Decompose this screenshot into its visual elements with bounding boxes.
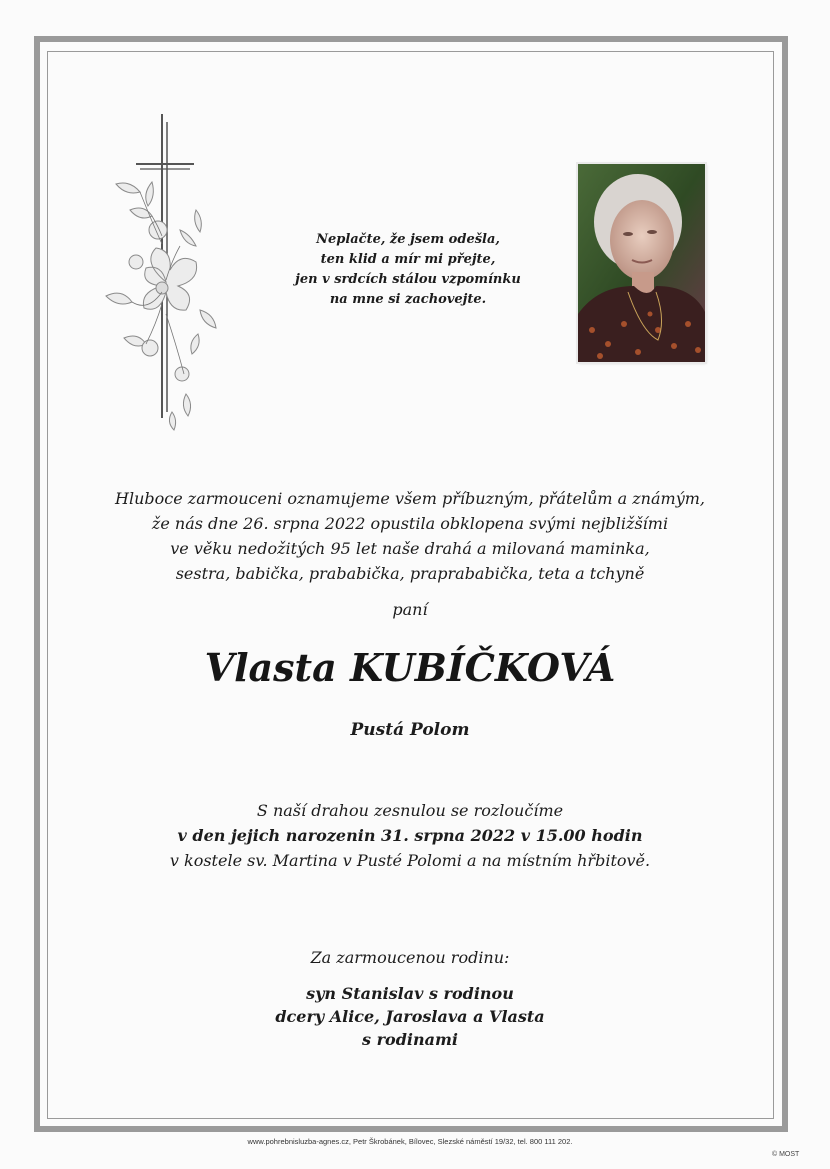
poem-line: ten klid a mír mi přejte, <box>320 252 496 267</box>
portrait-photo <box>578 164 705 362</box>
announcement-line: ve věku nedožitých 95 let naše drahá a milovaná maminka, <box>170 539 650 558</box>
farewell-line: S naší drahou zesnulou se rozloučíme <box>256 801 564 820</box>
copyright-mark: © MOST <box>772 1151 800 1158</box>
family-members <box>60 982 760 1051</box>
honorific: paní <box>392 600 428 619</box>
family-intro: Za zarmoucenou rodinu: <box>310 948 510 967</box>
deceased-name: Vlasta KUBÍČKOVÁ <box>204 645 616 690</box>
poem-line: Neplačte, že jsem odešla, <box>316 232 500 247</box>
family-member-line: dcery Alice, Jaroslava a Vlasta <box>275 1007 545 1026</box>
farewell <box>60 798 760 873</box>
farewell-location: v kostele sv. Martina v Pusté Polomi a na místním hřbitově. <box>169 851 651 870</box>
footer-contact: www.pohrebnisluzba-agnes.cz, Petr Škrobánek, Bílovec, Slezské náměstí 19/32, tel. 800 111 202. <box>247 1137 573 1146</box>
poem <box>272 230 544 310</box>
announcement-line: Hluboce zarmouceni oznamujeme všem příbuzným, přátelům a známým, <box>115 489 705 508</box>
announcement-line: sestra, babička, prababička, praprababička, teta a tchyně <box>175 564 645 583</box>
farewell-date: v den jejich narozenin 31. srpna 2022 v 15.00 hodin <box>177 826 643 845</box>
family-member-line: s rodinami <box>362 1030 458 1049</box>
announcement <box>60 486 760 586</box>
deceased-place: Pustá Polom <box>350 720 470 740</box>
cross-with-flowers-icon <box>96 112 226 432</box>
poem-line: na mne si zachovejte. <box>329 292 487 307</box>
announcement-line: že nás dne 26. srpna 2022 opustila obklopena svými nejbližšími <box>151 514 669 533</box>
family-member-line: syn Stanislav s rodinou <box>306 984 514 1003</box>
poem-line: jen v srdcích stálou vzpomínku <box>295 272 521 287</box>
